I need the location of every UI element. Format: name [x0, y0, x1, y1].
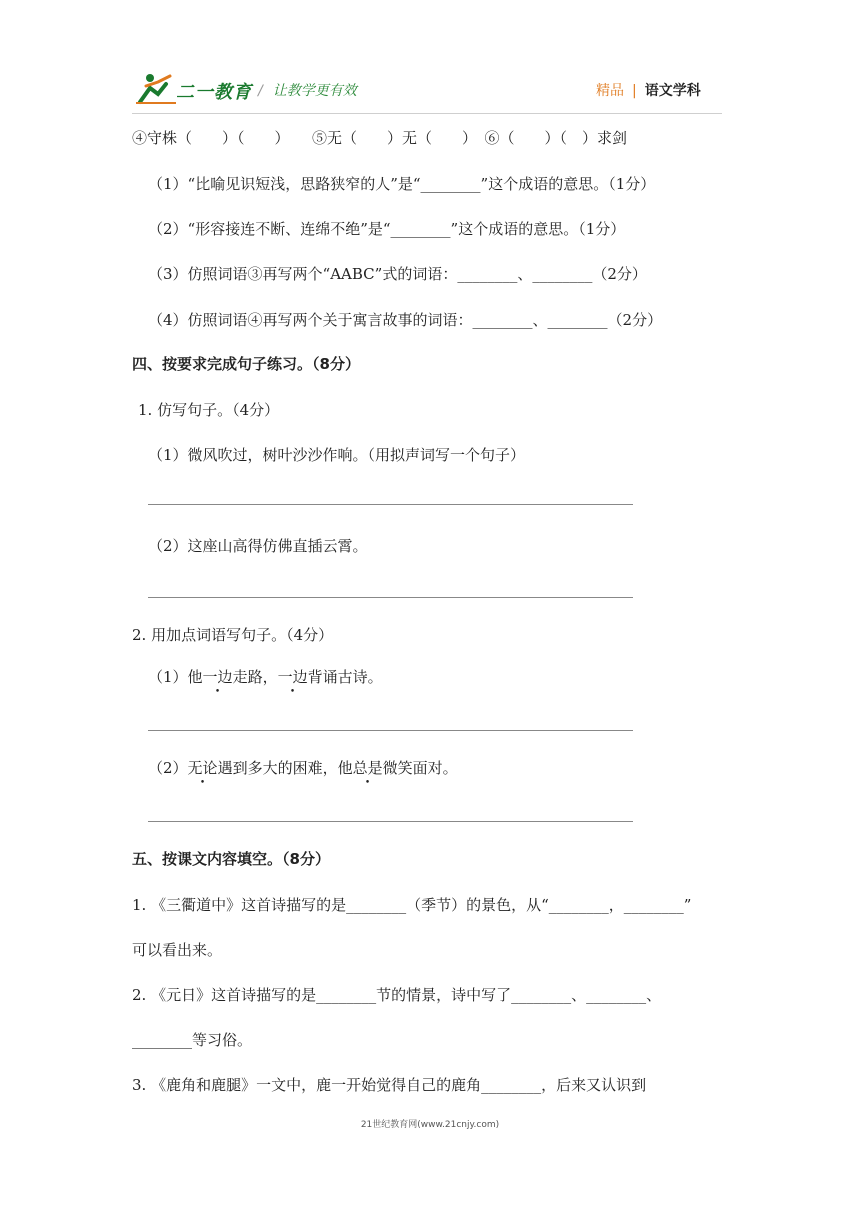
slogan [258, 80, 357, 100]
question-4: （4）仿照词语④再写两个关于寓言故事的词语：________、________（2分） [148, 311, 663, 329]
idiom-row: ④守株（ ）（ ） ⑤无（ ）无（ ） ⑥（ ）（ ）求剑 [132, 129, 628, 147]
sentence-text: 背诵古诗。 [307, 668, 383, 686]
section-4-item-2-2 [148, 758, 458, 778]
sentence-text: 遇到多大的困难，他 [217, 759, 353, 777]
page-header [0, 0, 860, 118]
header-rule [132, 113, 722, 114]
section-5-item-2-cont: ________等习俗。 [132, 1031, 253, 1049]
section-5-item-2: 2. 《元日》这首诗描写的是________节的情景，诗中写了________、________、 [132, 986, 662, 1004]
quality-label: 精品 [596, 83, 624, 99]
sentence-text: （1）他 [148, 668, 203, 686]
page-footer: 21世纪教育网(www.21cnjy.com) [360, 1120, 500, 1130]
sentence-text: 走路， [232, 668, 278, 686]
dotted-word: 总是 [352, 759, 383, 777]
answer-line [148, 504, 633, 505]
header-divider: | [632, 83, 637, 99]
section-5-item-1: 1. 《三衢道中》这首诗描写的是________（季节）的景色，从“________，________” [132, 896, 692, 914]
section-5-title: 五、按课文内容填空。（8分） [132, 850, 330, 868]
section-4-item-1-1: （1）微风吹过，树叶沙沙作响。（用拟声词写一个句子） [148, 446, 526, 464]
slogan-text: 让教学更有效 [272, 83, 357, 99]
sentence-text: （2） [148, 759, 188, 777]
answer-line [148, 597, 633, 598]
brand-name: 二一教育 [176, 82, 252, 103]
question-1: （1）“比喻见识短浅，思路狭窄的人”是“________”这个成语的意思。（1分） [148, 175, 656, 193]
dotted-word: 无论 [187, 759, 218, 777]
slogan-slash: / [258, 83, 263, 99]
sentence-text: 微笑面对。 [382, 759, 458, 777]
header-right [596, 80, 701, 100]
dotted-word: 一边 [277, 668, 308, 686]
section-5-item-3: 3. 《鹿角和鹿腿》一文中，鹿一开始觉得自己的鹿角________，后来又认识到 [132, 1076, 647, 1094]
dotted-word: 一边 [202, 668, 233, 686]
section-4-item-1-2: （2）这座山高得仿佛直插云霄。 [148, 537, 368, 555]
section-5-item-1-cont: 可以看出来。 [132, 941, 223, 959]
answer-line [148, 730, 633, 731]
question-2: （2）“形容接连不断、连绵不绝”是“________”这个成语的意思。（1分） [148, 220, 626, 238]
section-4-item-1: 1. 仿写句子。（4分） [138, 401, 280, 419]
question-3: （3）仿照词语③再写两个“AABC”式的词语：________、________（2分） [148, 265, 647, 283]
section-4-item-2: 2. 用加点词语写句子。（4分） [132, 626, 334, 644]
section-4-title: 四、按要求完成句子练习。（8分） [132, 355, 360, 373]
subject-label: 语文学科 [644, 83, 701, 99]
section-4-item-2-1 [148, 667, 383, 687]
answer-line [148, 821, 633, 822]
